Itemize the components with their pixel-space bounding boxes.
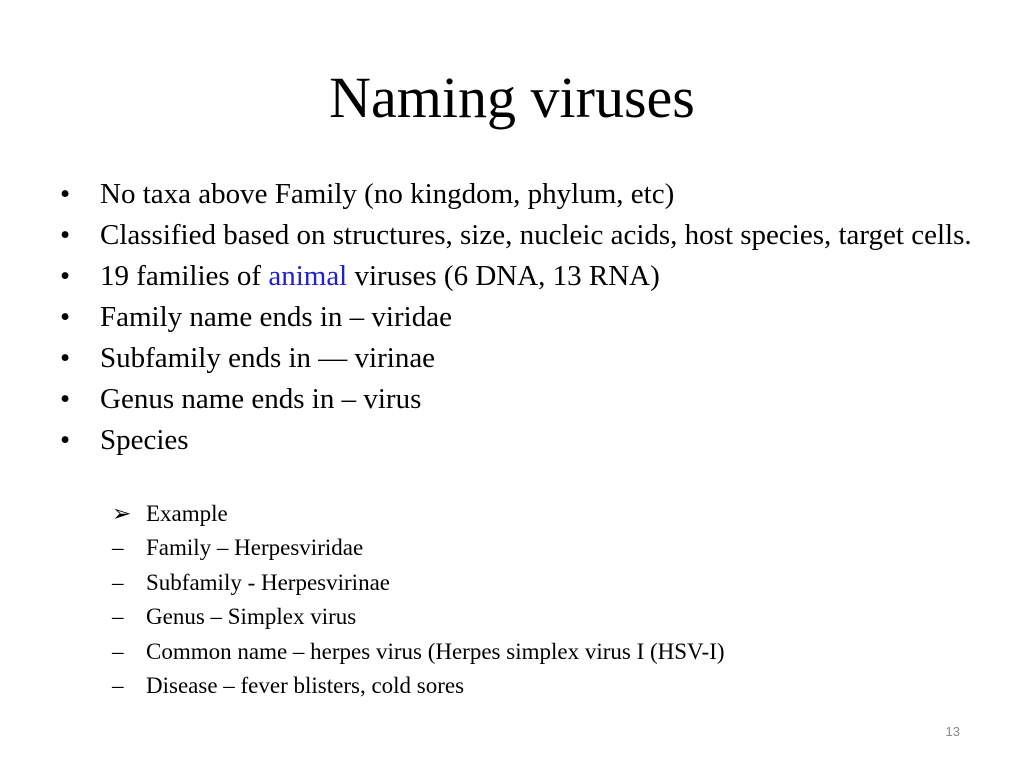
slide-title: Naming viruses: [329, 65, 695, 130]
bullet-text: Genus name ends in – virus: [100, 383, 422, 415]
sub-bullet-text: Disease – fever blisters, cold sores: [146, 672, 465, 698]
bullet-marker: •: [60, 178, 71, 210]
bullet-marker: •: [60, 342, 71, 374]
page-number: 13: [945, 724, 960, 739]
bullet-item: [60, 219, 990, 251]
dash-marker: –: [112, 535, 124, 561]
arrow-marker-icon: ➢: [112, 501, 132, 526]
sub-bullet-item: [112, 638, 992, 666]
sub-bullet-list: [112, 500, 992, 706]
bullet-text: Classified based on structures, size, nucleic acids, host species, target cells.: [100, 219, 972, 251]
sub-bullet-item: [112, 569, 992, 597]
bullet-marker: •: [60, 301, 71, 333]
highlight-text: animal: [268, 260, 348, 292]
sub-bullet-item: [112, 500, 992, 528]
bullet-marker: •: [60, 424, 71, 456]
sub-bullet-item: [112, 672, 992, 700]
bullet-item: [60, 342, 990, 374]
bullet-marker: •: [60, 260, 71, 292]
sub-bullet-text: Common name – herpes virus (Herpes simplex virus I (HSV-I): [146, 638, 725, 664]
bullet-text: Species: [100, 424, 189, 456]
dash-marker: –: [112, 569, 124, 595]
bullet-text-after: viruses (6 DNA, 13 RNA): [347, 260, 660, 292]
bullet-marker: •: [60, 383, 71, 415]
bullet-item: [60, 260, 990, 292]
bullet-item: [60, 178, 990, 210]
bullet-text: Subfamily ends in — virinae: [100, 342, 436, 374]
dash-marker: –: [112, 672, 124, 698]
sub-bullet-text: Example: [146, 501, 228, 526]
dash-marker: –: [112, 638, 124, 664]
bullet-text: No taxa above Family (no kingdom, phylum, etc): [100, 178, 675, 210]
sub-bullet-text: Family – Herpesviridae: [146, 535, 364, 561]
bullet-item: [60, 383, 990, 415]
dash-marker: –: [112, 604, 124, 630]
bullet-text: Family name ends in – viridae: [100, 301, 452, 333]
bullet-marker: •: [60, 219, 71, 251]
sub-bullet-item: [112, 534, 992, 562]
sub-bullet-text: Subfamily - Herpesvirinae: [146, 569, 390, 595]
sub-bullet-item: [112, 603, 992, 631]
bullet-item: [60, 301, 990, 333]
bullet-item: [60, 424, 990, 456]
bullet-text-before: 19 families of: [100, 260, 269, 292]
sub-bullet-text: Genus – Simplex virus: [146, 604, 357, 630]
bullet-list: [60, 178, 990, 465]
